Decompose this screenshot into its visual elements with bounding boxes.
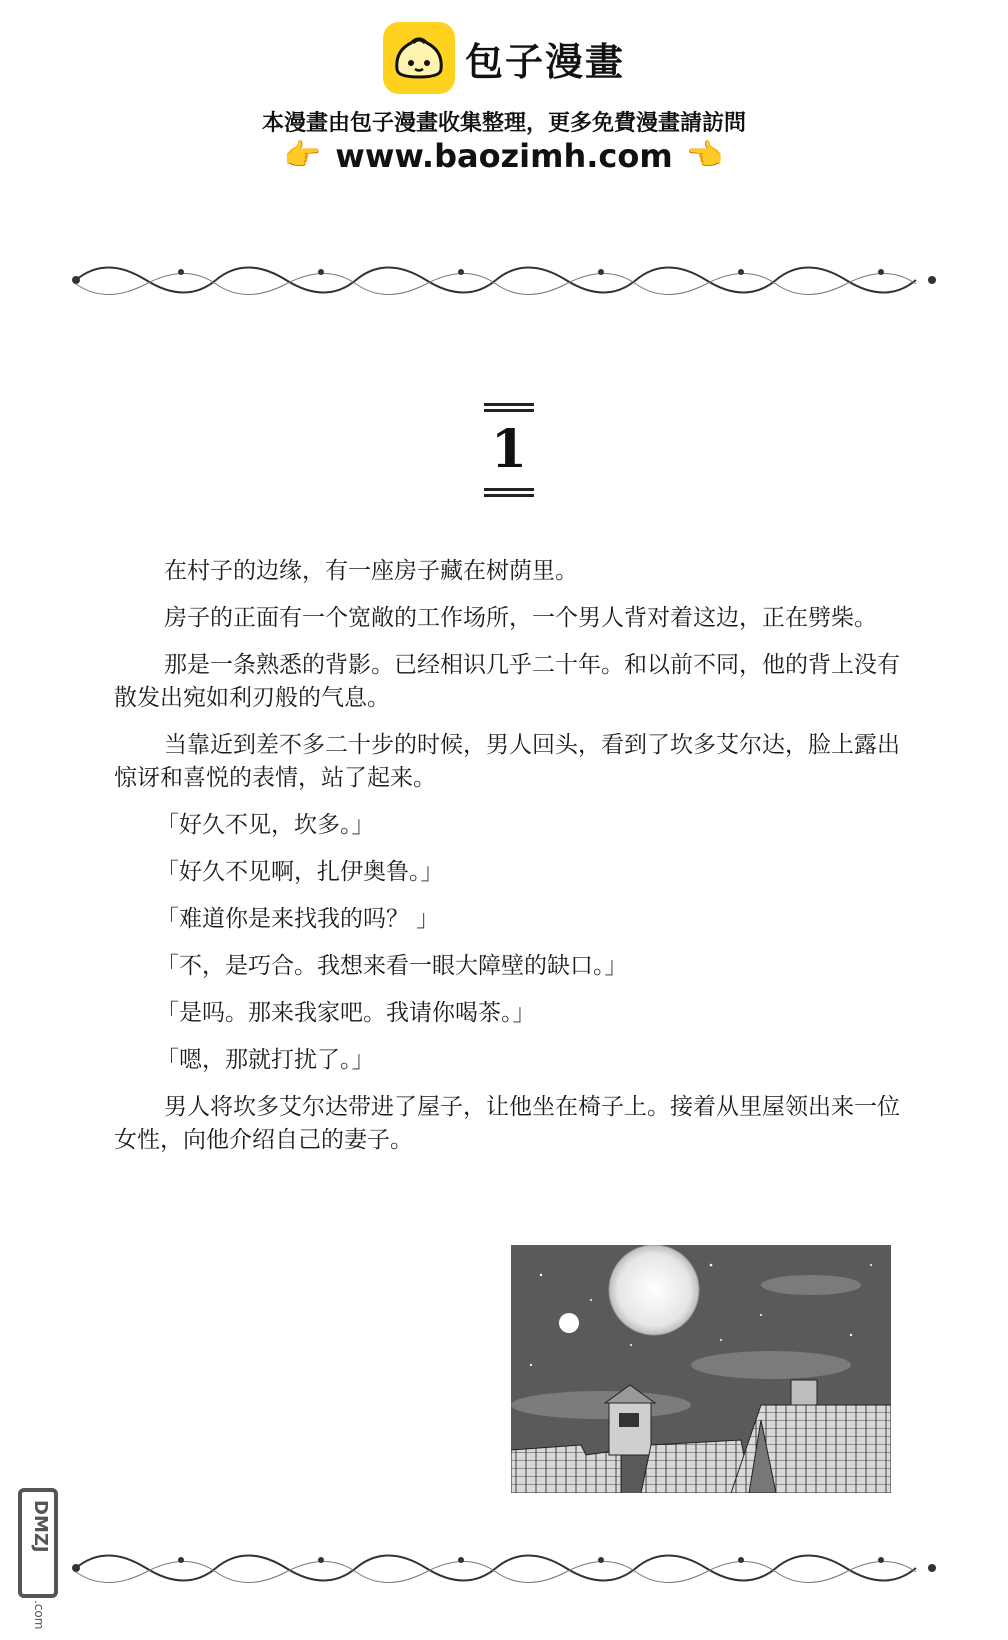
dmzj-domain: .com — [32, 1600, 46, 1630]
dialogue-line: 「不，是巧合。我想来看一眼大障壁的缺口。」 — [156, 953, 628, 979]
paragraph: 那是一条熟悉的背影。已经相识几乎二十年。和以前不同，他的背上没有散发出宛如利刃般的气息。 — [114, 652, 900, 711]
pointing-hand-icon: 👉 — [283, 138, 322, 173]
paragraph: 房子的正面有一个宽敞的工作场所，一个男人背对着这边，正在劈柴。 — [164, 605, 877, 631]
site-url[interactable]: www.baozimh.com — [335, 137, 673, 175]
dialogue-line: 「好久不见啊，扎伊奥鲁。」 — [156, 859, 444, 885]
paragraph: 当靠近到差不多二十步的时候，男人回头，看到了坎多艾尔达，脸上露出惊讶和喜悦的表情，站了起来。 — [114, 732, 900, 791]
bun-logo-icon — [383, 22, 455, 94]
paragraph: 在村子的边缘，有一座房子藏在树荫里。 — [164, 558, 578, 584]
site-banner — [0, 0, 1008, 190]
pointing-hand-icon: 👉 — [686, 138, 725, 173]
dialogue-line: 「难道你是来找我的吗？ 」 — [156, 906, 440, 932]
dmzj-logo — [18, 1488, 58, 1598]
dialogue-line: 「是吗。那来我家吧。我请你喝茶。」 — [156, 1000, 536, 1026]
chapter-body — [114, 555, 904, 1171]
chapter-number: 1 — [490, 419, 528, 480]
brand-name: 包子漫畫 — [464, 39, 625, 84]
ornamental-divider-top — [66, 250, 942, 310]
chapter-heading — [484, 400, 534, 500]
collection-notice: 本漫畫由包子漫畫收集整理，更多免費漫畫請訪問 — [261, 111, 746, 136]
url-row — [0, 137, 1008, 175]
dmzj-letters: DMZJ — [30, 1500, 51, 1553]
paragraph: 男人将坎多艾尔达带进了屋子，让他坐在椅子上。接着从里屋领出来一位女性，向他介绍自己的妻子。 — [114, 1094, 900, 1153]
brand-row — [0, 22, 1008, 94]
dialogue-line: 「嗯，那就打扰了。」 — [156, 1047, 375, 1073]
night-rooftop-illustration — [511, 1245, 891, 1493]
dialogue-line: 「好久不见，坎多。」 — [156, 812, 375, 838]
ornamental-divider-bottom — [66, 1538, 942, 1598]
dmzj-watermark — [18, 1488, 60, 1628]
